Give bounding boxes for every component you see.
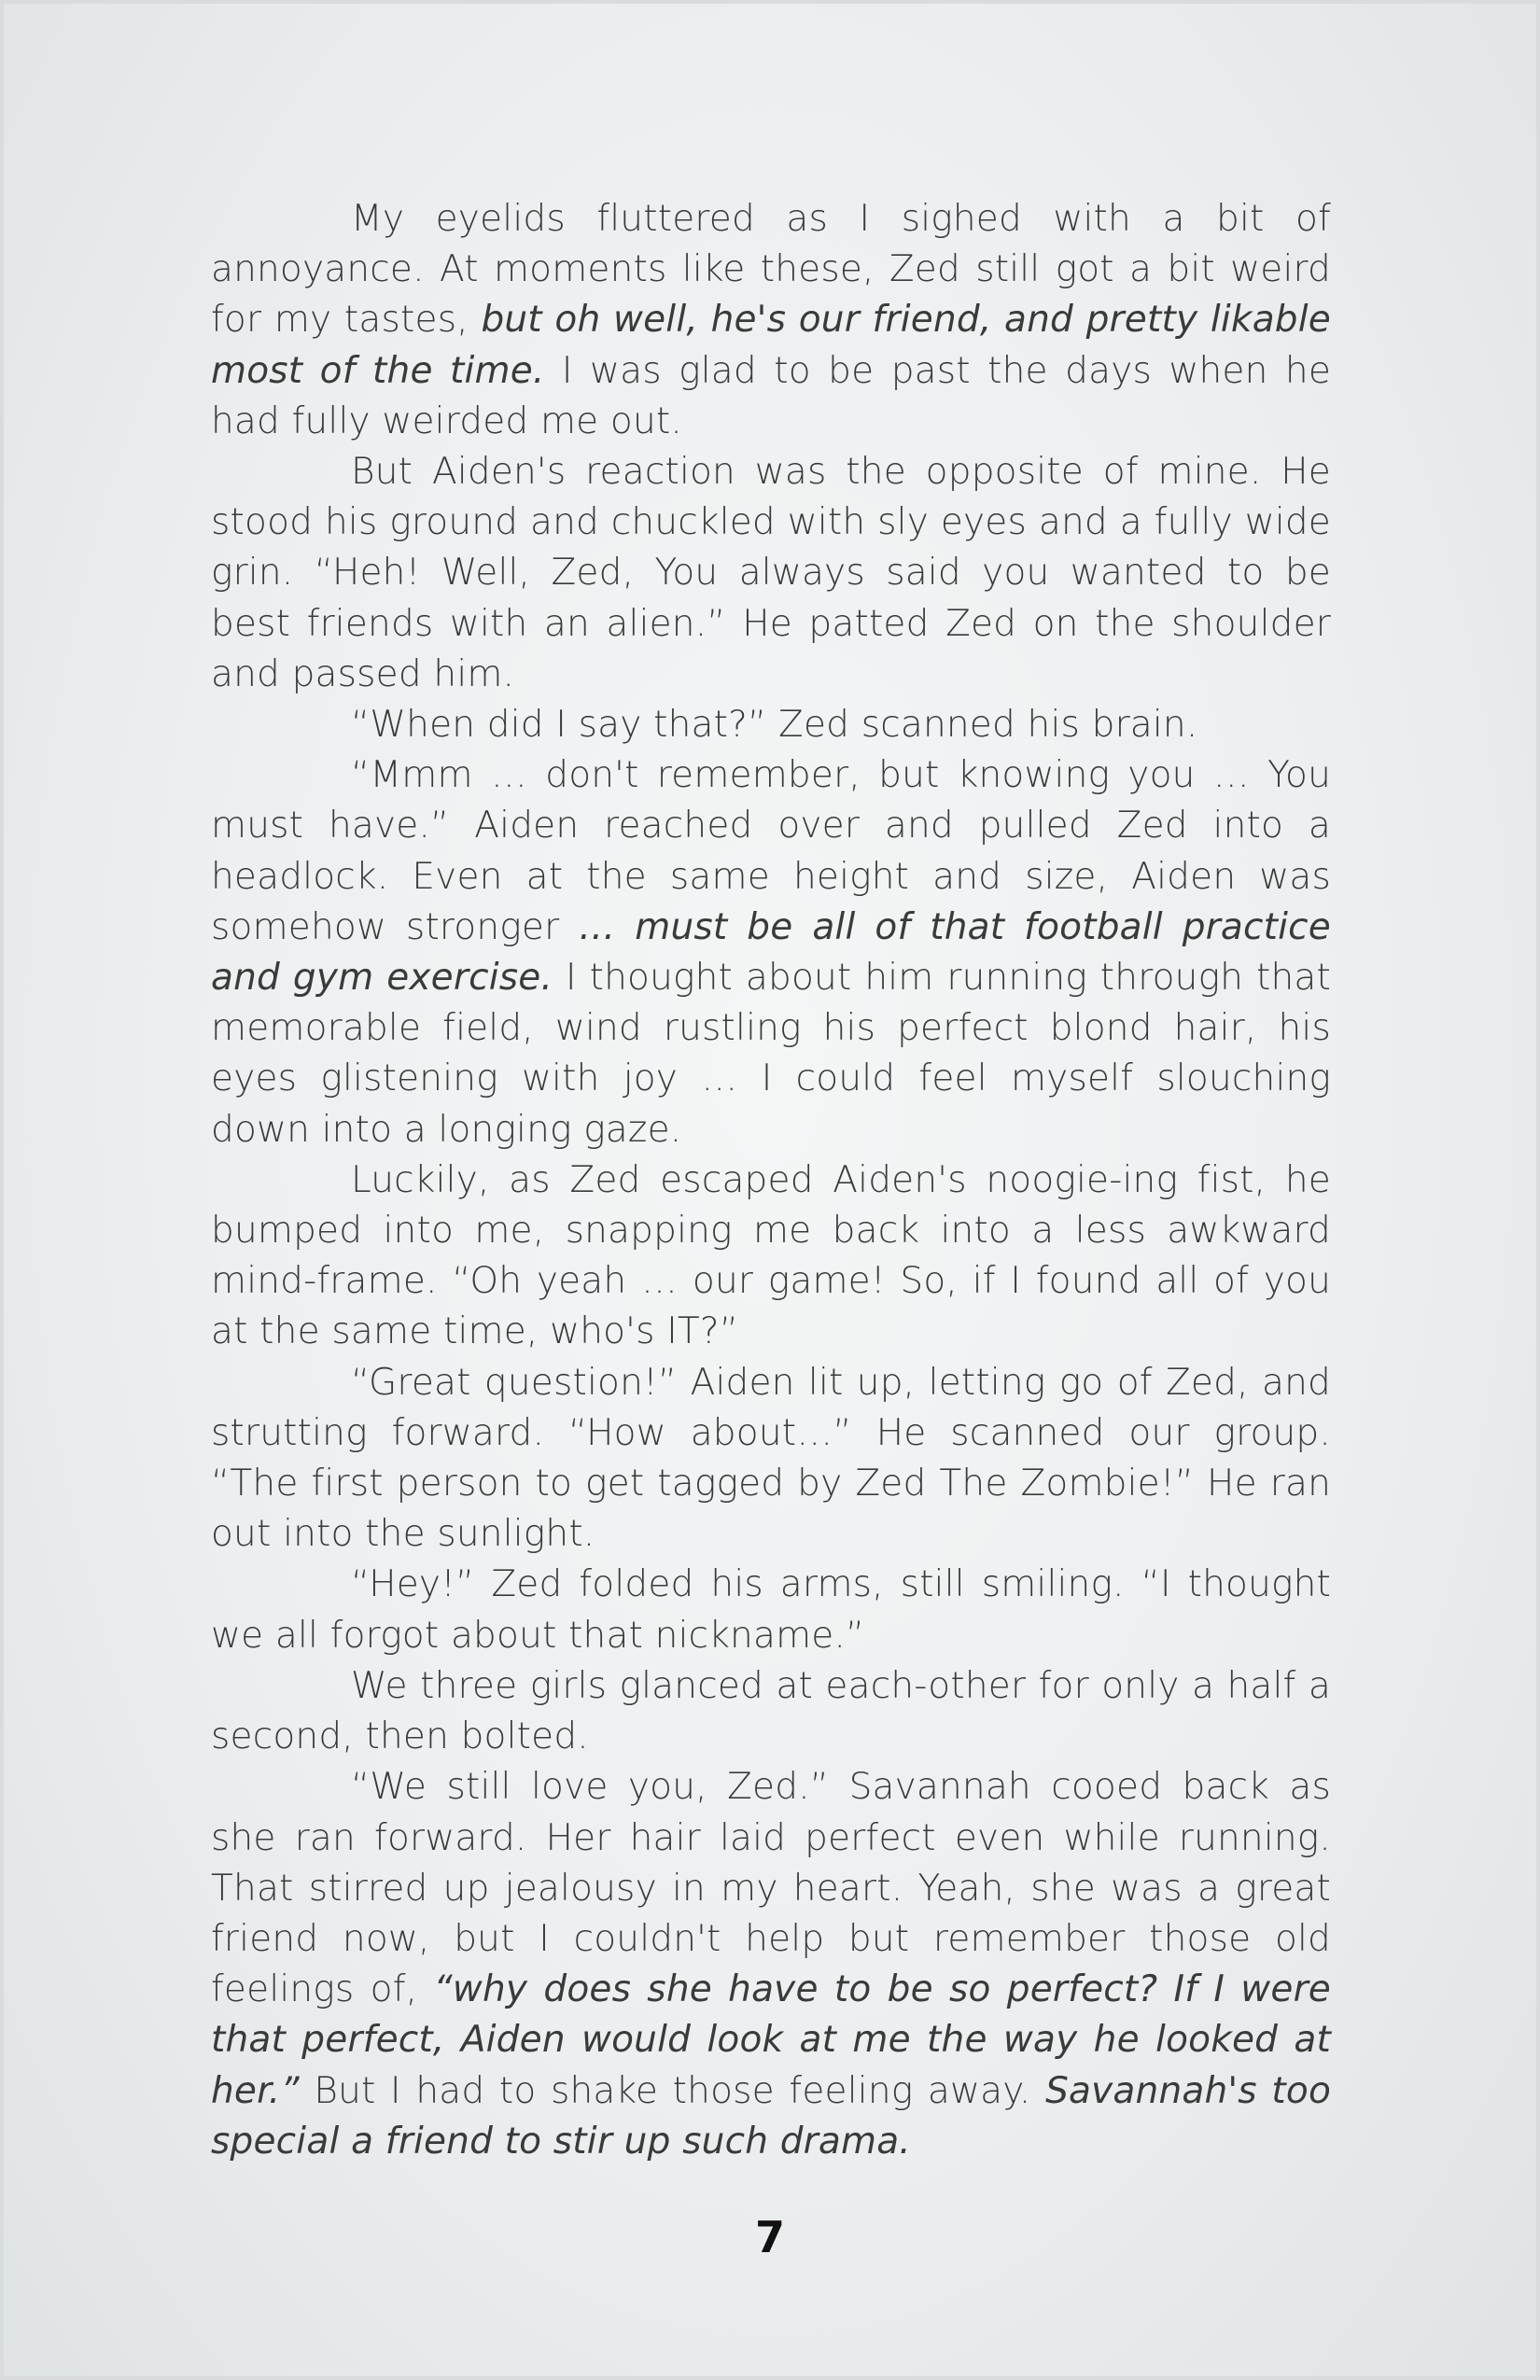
paragraph-4: “Mmm … don't remember, but knowing you … You must have.” Aiden reached over and pulled Zed into a headlock. Even at the same height and size, Aiden was somehow stronger … must be all of that football practice and gym exercise. I thought about him running through that memorable field, wind rustling his perfect blond hair, his eyes glistening with joy … I could feel myself slouching down into a longing gaze.	[211, 754, 1331, 1151]
paragraph-3: “When did I say that?” Zed scanned his brain.	[351, 704, 1198, 747]
paragraph-8: We three girls glanced at each-other for only a half a second, then bolted.	[211, 1664, 1331, 1758]
body-text	[211, 194, 1331, 2167]
paragraph-2: But Aiden's reaction was the opposite of mine. He stood his ground and chuckled with sly eyes and a fully wide grin. “Heh! Well, Zed, You always said you wanted to be best friends with an alien.” He patted Zed on the shoulder and passed him.	[211, 451, 1331, 695]
paragraph-6: “Great question!” Aiden lit up, letting go of Zed, and strutting forward. “How about…” He scanned our group. “The first person to get tagged by Zed The Zombie!” He ran out into the sunlight.	[211, 1361, 1331, 1556]
paragraph-9: “We still love you, Zed.” Savannah cooed back as she ran forward. Her hair laid perfect even while running. That stirred up jealousy in my heart. Yeah, she was a great friend now, but I couldn't help but remember those old feelings of, “why does she have to be so perfect? If I were that perfect, Aiden would look at me the way he looked at her.” But I had to shake those feeling away. Savannah's too special a friend to stir up such drama.	[211, 1766, 1332, 2163]
paragraph-5: Luckily, as Zed escaped Aiden's noogie-ing fist, he bumped into me, snapping me back into a less awkward mind-frame. “Oh yeah … our game! So, if I found all of you at the same time, who's IT?”	[211, 1158, 1331, 1353]
page-number: 7	[754, 2212, 785, 2262]
paragraph-7: “Hey!” Zed folded his arms, still smiling. “I thought we all forgot about that nickname.”	[211, 1563, 1331, 1657]
paragraph-1: My eyelids fluttered as I sighed with a bit of annoyance. At moments like these, Zed still got a bit weird for my tastes, but oh well, he's our friend, and pretty likable most of the time. I was glad to be past the days when he had fully weirded me out.	[211, 198, 1332, 442]
